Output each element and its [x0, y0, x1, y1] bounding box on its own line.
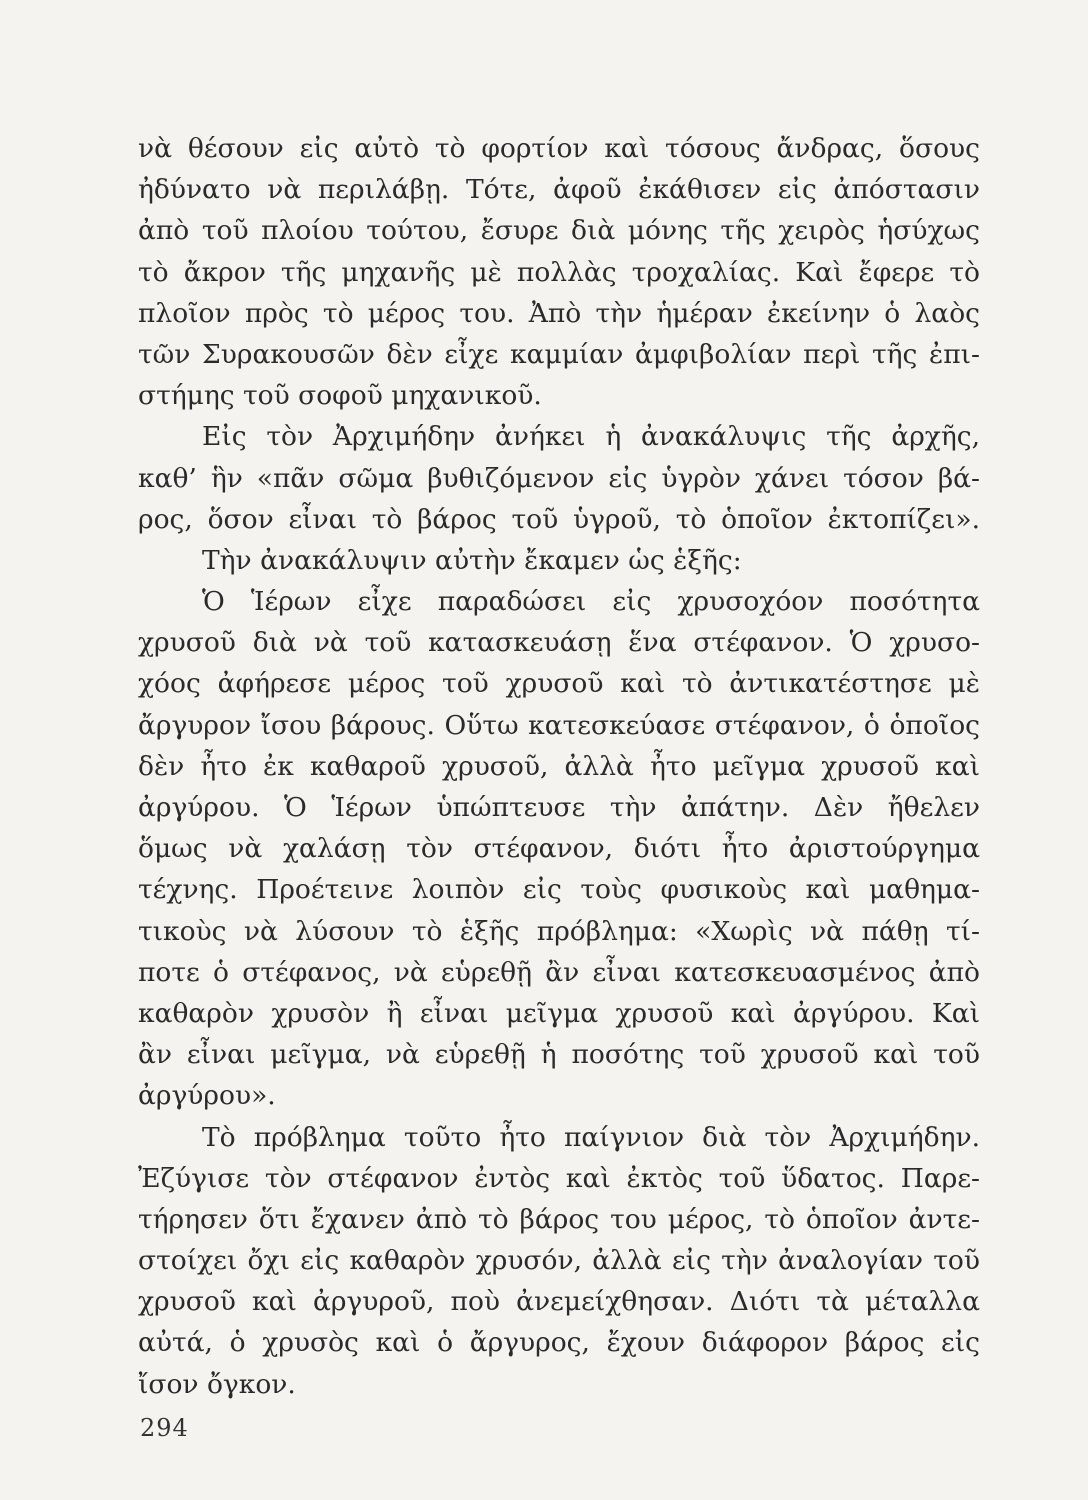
text-line: Τὴν ἀνακάλυψιν αὐτὴν ἔκαμεν ὡς ἑξῆς: — [202, 544, 742, 576]
text-line: δὲν ἦτο ἐκ καθαροῦ χρυσοῦ, ἀλλὰ ἦτο μεῖγμα χρυσοῦ καὶ — [138, 750, 980, 782]
text-line: στοίχει ὄχι εἰς καθαρὸν χρυσόν, ἀλλὰ εἰς τὴν ἀναλογίαν τοῦ — [138, 1245, 980, 1277]
text-line: χρυσοῦ διὰ νὰ τοῦ κατασκευάσῃ ἕνα στέφανον. Ὁ χρυσο- — [138, 627, 980, 659]
text-line: τικοὺς νὰ λύσουν τὸ ἑξῆς πρόβλημα: «Χωρὶς νὰ πάθῃ τί- — [138, 915, 980, 947]
text-line: ἀργύρου. Ὁ Ἱέρων ὑπώπτευσε τὴν ἀπάτην. Δὲν ἤθελεν — [138, 792, 980, 823]
text-line: Ὁ Ἱέρων εἶχε παραδώσει εἰς χρυσοχόον ποσότητα — [202, 586, 980, 618]
text-line: χρυσοῦ καὶ ἀργυροῦ, ποὺ ἀνεμείχθησαν. Διότι τὰ μέταλλα — [138, 1286, 980, 1318]
text-line: ποτε ὁ στέφανος, νὰ εὑρεθῇ ἂν εἶναι κατεσκευασμένος ἀπὸ — [138, 956, 980, 988]
text-line: ἠδύνατο νὰ περιλάβῃ. Τότε, ἀφοῦ ἐκάθισεν εἰς ἀπόστασιν — [138, 174, 980, 206]
text-line: Τὸ πρόβλημα τοῦτο ἦτο παίγνιον διὰ τὸν Ἀρχιμήδην. — [202, 1121, 980, 1153]
text-line: αὐτά, ὁ χρυσὸς καὶ ὁ ἄργυρος, ἔχουν διάφορον βάρος εἰς — [138, 1327, 980, 1359]
text-line: στήμης τοῦ σοφοῦ μηχανικοῦ. — [138, 380, 542, 412]
text-line: καθ’ ἣν «πᾶν σῶμα βυθιζόμενον εἰς ὑγρὸν χάνει τόσον βά- — [138, 462, 980, 494]
text-line: τέχνης. Προέτεινε λοιπὸν εἰς τοὺς φυσικοὺς καὶ μαθημα- — [138, 874, 980, 906]
text-line: ρος, ὅσον εἶναι τὸ βάρος τοῦ ὑγροῦ, τὸ ὁποῖον ἐκτοπίζει». — [138, 503, 980, 535]
text-line: πλοῖον πρὸς τὸ μέρος του. Ἀπὸ τὴν ἡμέραν ἐκείνην ὁ λαὸς — [138, 297, 980, 329]
text-line: Εἰς τὸν Ἀρχιμήδην ἀνήκει ἡ ἀνακάλυψις τῆς ἀρχῆς, — [202, 421, 980, 453]
page-number: 294 — [140, 1414, 189, 1442]
text-line: χόος ἀφήρεσε μέρος τοῦ χρυσοῦ καὶ τὸ ἀντικατέστησε μὲ — [138, 668, 980, 700]
text-line: καθαρὸν χρυσὸν ἢ εἶναι μεῖγμα χρυσοῦ καὶ ἀργύρου. Καὶ — [138, 997, 980, 1029]
text-line: τήρησεν ὅτι ἔχανεν ἀπὸ τὸ βάρος του μέρος, τὸ ὁποῖον ἀντε- — [138, 1203, 980, 1235]
text-line: νὰ θέσουν εἰς αὐτὸ τὸ φορτίον καὶ τόσους ἄνδρας, ὅσους — [138, 133, 980, 164]
text-line: ἂν εἶναι μεῖγμα, νὰ εὑρεθῇ ἡ ποσότης τοῦ χρυσοῦ καὶ τοῦ — [138, 1039, 980, 1071]
body-text — [138, 128, 980, 1405]
text-line: ὅμως νὰ χαλάσῃ τὸν στέφανον, διότι ἦτο ἀριστούργημα — [138, 833, 980, 865]
text-line: ἀπὸ τοῦ πλοίου τούτου, ἔσυρε διὰ μόνης τῆς χειρὸς ἡσύχως — [138, 215, 980, 247]
text-line: Ἐζύγισε τὸν στέφανον ἐντὸς καὶ ἐκτὸς τοῦ ὕδατος. Παρε- — [138, 1162, 980, 1194]
text-line: τὸ ἄκρον τῆς μηχανῆς μὲ πολλὰς τροχαλίας. Καὶ ἔφερε τὸ — [138, 256, 980, 288]
text-line: ἴσον ὄγκον. — [138, 1368, 296, 1400]
text-line: τῶν Συρακουσῶν δὲν εἶχε καμμίαν ἀμφιβολίαν περὶ τῆς ἐπι- — [138, 338, 980, 370]
text-line: ἄργυρον ἴσου βάρους. Οὕτω κατεσκεύασε στέφανον, ὁ ὁποῖος — [138, 709, 980, 741]
text-line: ἀργύρου». — [138, 1080, 276, 1112]
